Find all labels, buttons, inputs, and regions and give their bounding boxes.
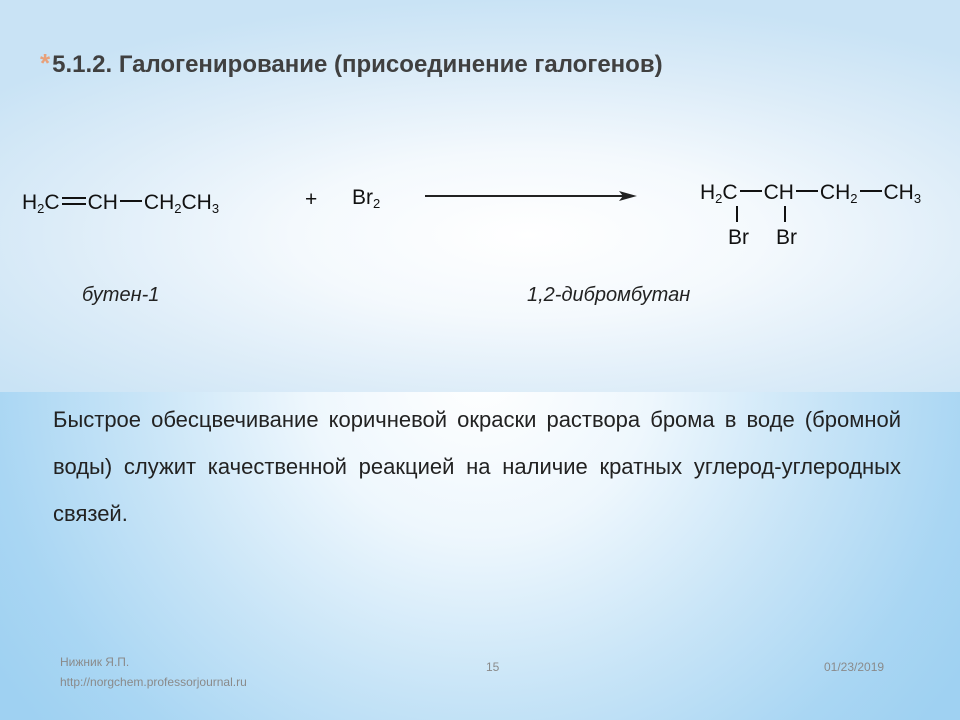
body-paragraph: Быстрое обесцвечивание коричневой окраски раствора брома в воде (бромной воды) служит качественной реакцией на наличие кратных углерод-углеродных связей. [53, 407, 901, 526]
footer-date: 01/23/2019 [824, 660, 885, 674]
product-vertical-bond-1 [736, 206, 738, 222]
product-name: 1,2-дибромбутан [527, 284, 691, 306]
product-bond-2 [796, 190, 818, 192]
product-sub-1: 2 [715, 191, 723, 206]
reactant-group-ch3: CH [181, 191, 212, 214]
bromine-reagent [352, 186, 380, 211]
product-bond-3 [860, 190, 882, 192]
title-text: 5.1.2. Галогенирование (присоединение галогенов) [52, 51, 663, 78]
product-atom-c1: C [722, 181, 738, 204]
reactant-group-ch2: CH [143, 191, 175, 214]
double-bond [62, 197, 86, 205]
product-atom-h: H [700, 181, 716, 204]
reagent-br: Br [352, 186, 373, 209]
reagent-sub: 2 [373, 196, 381, 211]
title-bullet: * [40, 48, 51, 78]
footer-author-block [60, 652, 247, 692]
reactant-atom-c1: C [44, 191, 60, 214]
product-group-ch3: CH [883, 181, 914, 204]
product-group-ch: CH [763, 181, 794, 204]
reactant-formula [22, 191, 219, 216]
slide-title [40, 48, 663, 88]
reactant-sub-1: 2 [37, 201, 45, 216]
page-number: 15 [486, 660, 500, 674]
product-br-1: Br [728, 226, 749, 249]
reactant-sub-3: 3 [211, 201, 220, 216]
plus-sign: + [305, 188, 318, 211]
product-br-2: Br [776, 226, 797, 249]
footer-url[interactable]: http://norgchem.professorjournal.ru [60, 675, 247, 689]
reactant-sub-2: 2 [174, 201, 182, 216]
footer-author: Нижник Я.П. [60, 655, 130, 669]
product-sub-3: 3 [913, 191, 922, 206]
product-formula [700, 181, 921, 206]
reactant-atom-h: H [22, 191, 38, 214]
single-bond [120, 200, 142, 202]
reactant-group-ch: CH [87, 191, 118, 214]
product-vertical-bond-2 [784, 206, 786, 222]
product-sub-2: 2 [850, 191, 858, 206]
reactant-name: бутен-1 [82, 284, 160, 306]
product-bond-1 [740, 190, 762, 192]
product-group-ch2: CH [819, 181, 851, 204]
reaction-arrow [425, 188, 637, 204]
